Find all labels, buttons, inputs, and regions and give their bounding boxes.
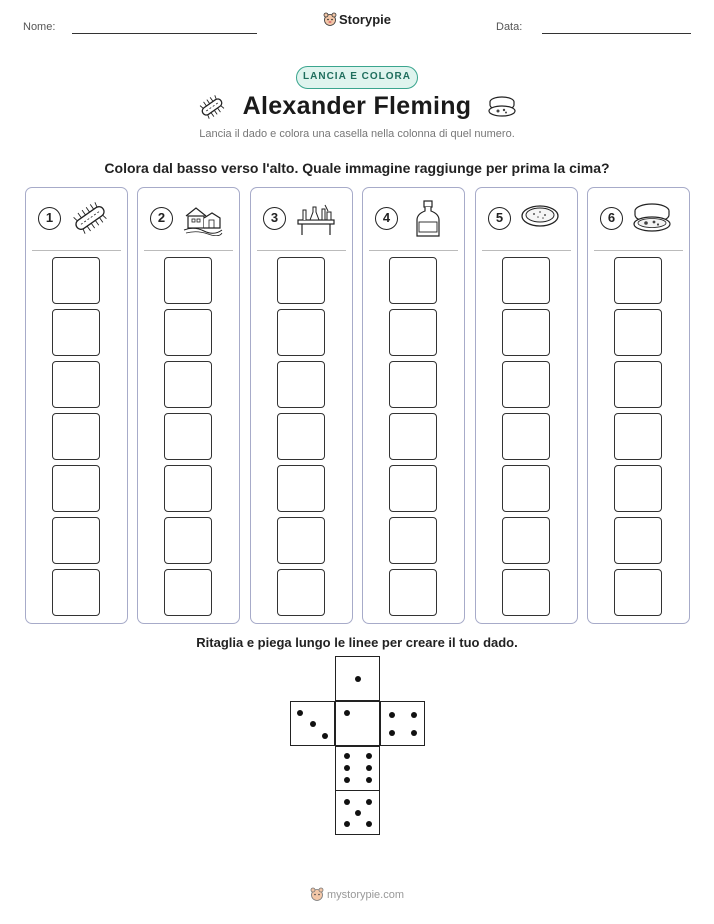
coloring-cell[interactable]	[277, 257, 325, 304]
date-line	[542, 33, 691, 34]
farmhouse-icon	[182, 200, 224, 236]
brand-logo	[0, 12, 714, 27]
die-pip	[344, 777, 350, 783]
die-face-6	[335, 746, 380, 791]
coloring-cell[interactable]	[389, 257, 437, 304]
die-pip	[366, 799, 372, 805]
die-face-1	[335, 656, 380, 701]
die-pip	[297, 710, 303, 716]
column-6	[587, 187, 690, 624]
coloring-cell[interactable]	[52, 413, 100, 460]
coloring-cell[interactable]	[164, 569, 212, 616]
coloring-cell[interactable]	[164, 257, 212, 304]
coloring-cell[interactable]	[164, 309, 212, 356]
page-title: Alexander Fleming	[242, 92, 472, 120]
column-number: 6	[600, 207, 623, 230]
die-face-1-center	[335, 701, 380, 746]
coloring-cell[interactable]	[277, 517, 325, 564]
coloring-cell[interactable]	[389, 465, 437, 512]
die-pip	[366, 765, 372, 771]
name-line	[72, 33, 257, 34]
coloring-cell[interactable]	[502, 465, 550, 512]
column-divider	[144, 250, 233, 251]
coloring-cell[interactable]	[502, 257, 550, 304]
die-pip	[310, 721, 316, 727]
column-number: 4	[375, 207, 398, 230]
coloring-cell[interactable]	[614, 361, 662, 408]
column-number: 3	[263, 207, 286, 230]
die-pip	[366, 821, 372, 827]
medicine-bottle-icon	[407, 200, 449, 240]
petri-dish-mold-icon	[632, 200, 676, 236]
brand-name: Storypie	[338, 12, 391, 27]
die-pip	[411, 730, 417, 736]
column-number: 5	[488, 207, 511, 230]
coloring-cell[interactable]	[502, 569, 550, 616]
die-face-4	[380, 701, 425, 746]
die-pip	[389, 712, 395, 718]
coloring-cell[interactable]	[614, 309, 662, 356]
coloring-cell[interactable]	[502, 517, 550, 564]
coloring-cell[interactable]	[164, 361, 212, 408]
coloring-cell[interactable]	[389, 517, 437, 564]
die-pip	[355, 676, 361, 682]
storypie-mascot-icon	[310, 887, 324, 901]
die-pip	[366, 777, 372, 783]
column-divider	[369, 250, 458, 251]
coloring-cell[interactable]	[52, 309, 100, 356]
column-divider	[257, 250, 346, 251]
activity-badge: LANCIA E COLORA	[296, 66, 418, 89]
die-pip	[366, 753, 372, 759]
die-pip	[389, 730, 395, 736]
die-face-3	[290, 701, 335, 746]
die-pip	[411, 712, 417, 718]
column-number: 1	[38, 207, 61, 230]
coloring-cell[interactable]	[502, 413, 550, 460]
coloring-cell[interactable]	[52, 569, 100, 616]
name-label: Nome:	[23, 21, 56, 33]
die-pip	[344, 765, 350, 771]
column-2	[137, 187, 240, 624]
coloring-cell[interactable]	[277, 413, 325, 460]
coloring-cell[interactable]	[389, 413, 437, 460]
die-pip	[322, 733, 328, 739]
subtitle: Lancia il dado e colora una casella nella colonna di quel numero.	[199, 128, 515, 140]
instruction: Colora dal basso verso l'alto. Quale immagine raggiunge per prima la cima?	[104, 160, 610, 176]
die-pip	[344, 799, 350, 805]
die-pip	[344, 821, 350, 827]
coloring-cell[interactable]	[389, 361, 437, 408]
footer-url: mystorypie.com	[326, 889, 405, 901]
die-pip	[344, 710, 350, 716]
lab-bench-icon	[295, 200, 337, 236]
date-label: Data:	[496, 21, 523, 33]
coloring-cell[interactable]	[277, 309, 325, 356]
coloring-cell[interactable]	[164, 517, 212, 564]
die-pip	[355, 810, 361, 816]
column-number: 2	[150, 207, 173, 230]
column-4	[362, 187, 465, 624]
storypie-mascot-icon	[323, 12, 337, 26]
column-1	[25, 187, 128, 624]
coloring-cell[interactable]	[614, 413, 662, 460]
coloring-cell[interactable]	[52, 465, 100, 512]
coloring-cell[interactable]	[164, 465, 212, 512]
coloring-cell[interactable]	[277, 465, 325, 512]
coloring-cell[interactable]	[52, 257, 100, 304]
coloring-cell[interactable]	[52, 517, 100, 564]
cut-instruction: Ritaglia e piega lungo le linee per creare il tuo dado.	[196, 635, 518, 650]
coloring-cell[interactable]	[277, 361, 325, 408]
coloring-cell[interactable]	[614, 465, 662, 512]
die-face-5	[335, 790, 380, 835]
petri-dish-mold-icon	[487, 94, 517, 120]
footer	[0, 887, 714, 901]
column-5	[475, 187, 578, 624]
petri-dish-icon	[520, 200, 564, 236]
column-divider	[482, 250, 571, 251]
coloring-cell[interactable]	[277, 569, 325, 616]
coloring-cell[interactable]	[502, 361, 550, 408]
coloring-cell[interactable]	[614, 569, 662, 616]
coloring-cell[interactable]	[614, 257, 662, 304]
column-divider	[32, 250, 121, 251]
coloring-cell[interactable]	[614, 517, 662, 564]
column-divider	[594, 250, 683, 251]
bacteria-icon	[70, 200, 110, 236]
column-3	[250, 187, 353, 624]
coloring-cell[interactable]	[502, 309, 550, 356]
coloring-cell[interactable]	[52, 361, 100, 408]
coloring-cell[interactable]	[389, 569, 437, 616]
coloring-cell[interactable]	[164, 413, 212, 460]
coloring-cell[interactable]	[389, 309, 437, 356]
die-pip	[344, 753, 350, 759]
